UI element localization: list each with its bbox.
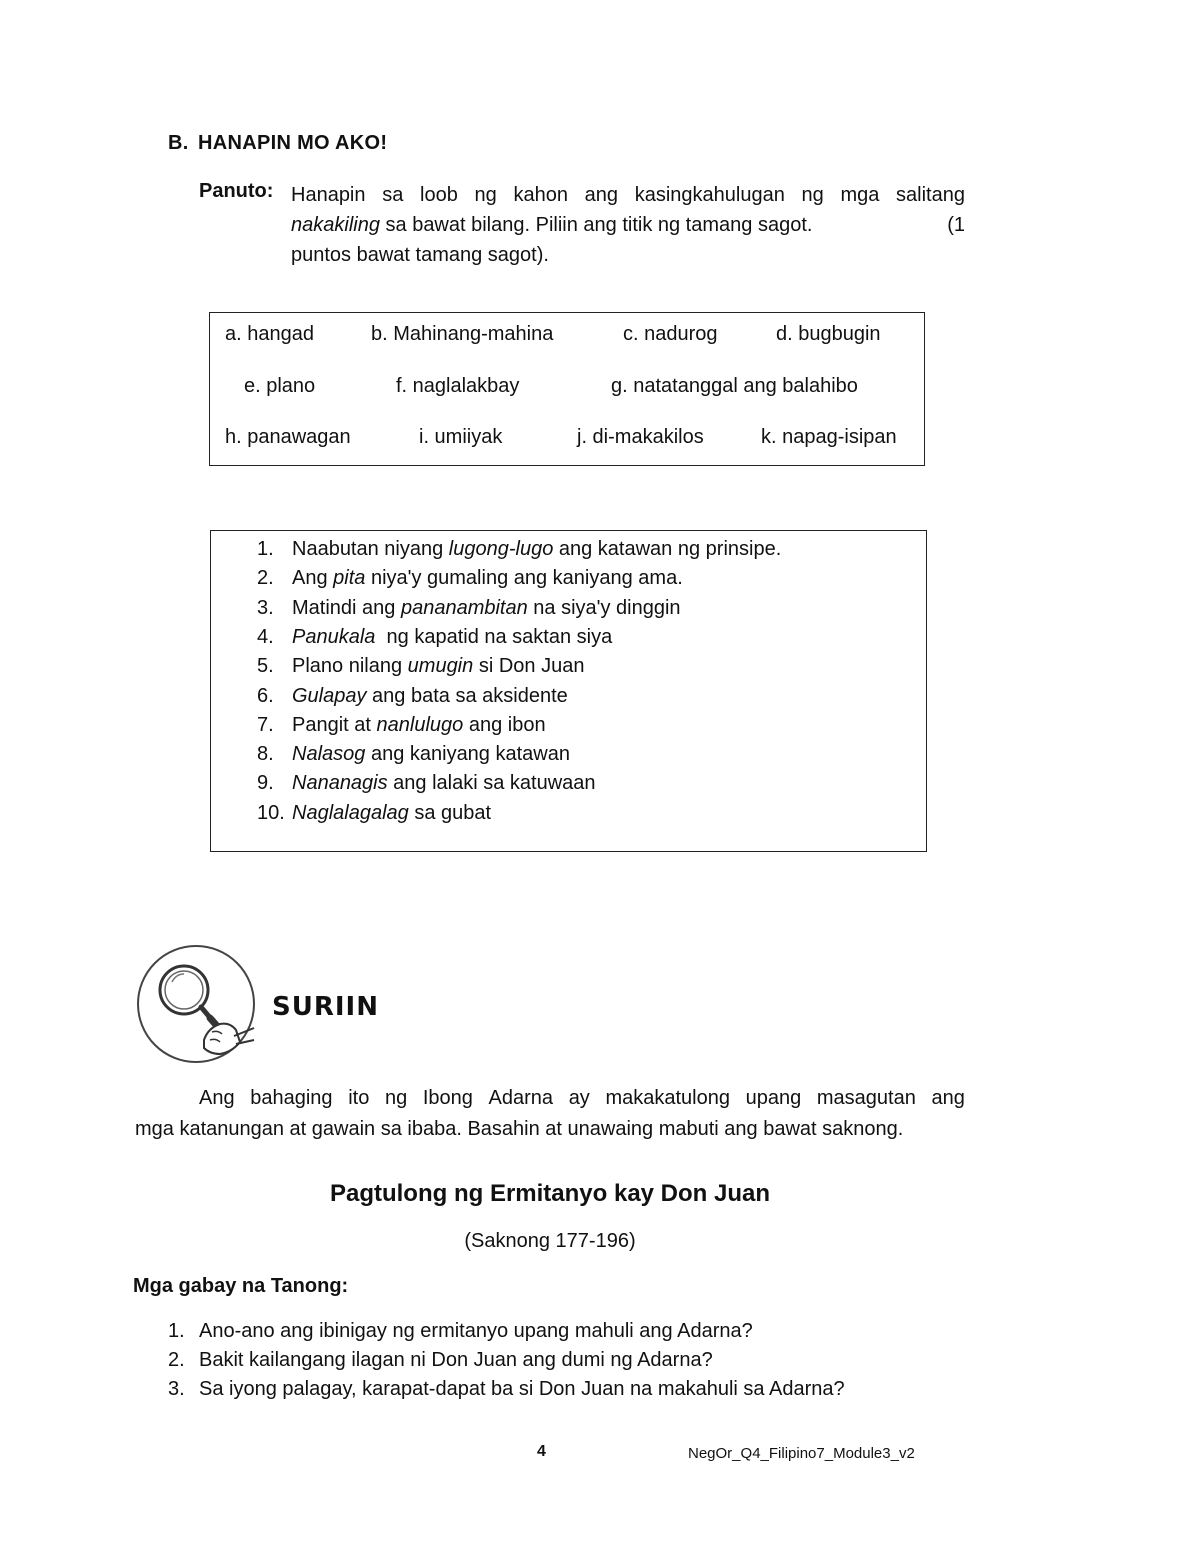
question-text: Bakit kailangang ilagan ni Don Juan ang dumi ng Adarna? [199,1349,713,1371]
page-number: 4 [537,1443,546,1460]
paragraph-word: ng [384,1087,408,1109]
choice-h: h. panawagan [225,426,351,448]
section-heading [168,132,387,155]
list-item [257,623,612,652]
item-italic-word: Gulapay [292,684,367,707]
panuto-line-1-word: salitang [896,184,965,206]
question-number: 2. [168,1349,185,1371]
item-text-after: ang katawan ng prinsipe. [553,538,782,560]
item-number: 1. [257,538,274,560]
item-text-before: Plano nilang [292,655,408,678]
items-box [210,530,927,852]
panuto-label: Panuto: [199,180,274,202]
panuto-line-2 [291,210,965,240]
item-italic-word: nanlulugo [376,713,464,736]
paragraph-word: Adarna [488,1087,554,1109]
choices-box [209,312,925,466]
item-number: 3. [257,596,274,619]
guide-question [168,1320,753,1343]
panuto-instructions [291,180,965,270]
panuto-line-3: puntos bawat tamang sagot). [291,244,549,266]
panuto-line-2-end: (1 [947,214,965,236]
intro-paragraph-line-1 [135,1083,965,1114]
paragraph-word: ay [568,1087,590,1109]
panuto-line-2-text: sa bawat bilang. Piliin ang titik ng tamang sagot. [379,214,813,236]
paragraph-word: Ibong [422,1087,473,1109]
item-italic-word: lugong-lugo [448,538,554,560]
list-item [257,799,491,828]
item-number: 9. [257,772,274,795]
list-item [257,594,681,623]
choice-e: e. plano [244,375,316,397]
item-number: 2. [257,567,274,590]
panuto-line-1-word: loob [420,184,458,206]
choice-f: f. naglalakbay [396,375,520,397]
item-text-after: niya'y gumaling ang kaniyang ama. [365,567,683,590]
item-number: 6. [257,684,274,707]
panuto-line-1-word: ang [584,184,619,206]
suriin-title: SURIIN [272,992,379,1022]
panuto-line-1-word: kahon [513,184,568,206]
list-item [257,535,781,564]
item-italic-word: pananambitan [400,596,528,619]
choice-k: k. napag-isipan [761,426,897,448]
guide-questions-label: Mga gabay na Tanong: [133,1275,349,1297]
magnifying-glass-icon [128,944,260,1064]
choice-i: i. umiiyak [419,426,503,448]
item-italic-word: Nalasog [292,743,366,766]
item-number: 8. [257,743,274,766]
item-text-after: na siya'y dinggin [527,596,681,619]
choice-g: g. natatanggal ang balahibo [611,375,858,397]
list-item [257,652,584,681]
section-title: HANAPIN MO AKO! [198,132,388,154]
paragraph-word: masagutan [816,1087,916,1109]
item-text-before: Matindi ang [292,596,401,619]
item-text-before: Pangit at [292,713,377,736]
item-text-before: Naabutan niyang [292,538,449,560]
paragraph-word: makakatulong [605,1087,730,1109]
panuto-italic-word: nakakiling [291,214,380,236]
item-italic-word: Naglalagalag [292,801,409,824]
guide-question [168,1349,713,1372]
item-text-before: Ang [292,567,334,590]
paragraph-word: ito [348,1087,370,1109]
panuto-line-1-word: ng [474,184,497,206]
list-item [257,711,546,740]
item-number: 5. [257,655,274,678]
paragraph-word: ang [931,1087,965,1109]
intro-paragraph-line-2: mga katanungan at gawain sa ibaba. Basahin at unawaing mabuti ang bawat saknong. [135,1118,904,1140]
list-item [257,564,683,593]
panuto-line-1-word: Hanapin [291,184,366,206]
question-number: 3. [168,1378,185,1400]
choice-b: b. Mahinang-mahina [371,323,554,345]
paragraph-word: Ang [199,1087,235,1109]
panuto-line-1-word: sa [382,184,404,206]
item-number: 10. [257,801,285,824]
item-italic-word: Nananagis [292,772,388,795]
question-text: Ano-ano ang ibinigay ng ermitanyo upang mahuli ang Adarna? [199,1320,753,1342]
item-text-after: ang ibon [463,713,546,736]
guide-question [168,1378,845,1401]
item-text-after: ang lalaki sa katuwaan [387,772,596,795]
intro-paragraph [135,1083,965,1145]
saknong-range: (Saknong 177-196) [464,1230,636,1252]
item-text-after: sa gubat [408,801,492,824]
panuto-line-1-word: kasingkahulugan [634,184,785,206]
panuto-line-1 [291,180,965,210]
item-text-after: ang bata sa aksidente [366,684,568,707]
panuto-line-1-word: mga [840,184,880,206]
item-number: 7. [257,713,274,736]
item-italic-word: Panukala [292,625,376,648]
choice-j: j. di-makakilos [577,426,704,448]
story-title: Pagtulong ng Ermitanyo kay Don Juan [329,1180,771,1207]
question-text: Sa iyong palagay, karapat-dapat ba si Don Juan na makahuli sa Adarna? [199,1378,845,1400]
choice-d: d. bugbugin [776,323,881,345]
paragraph-word: upang [745,1087,802,1109]
item-number: 4. [257,625,274,648]
item-italic-word: umugin [407,655,474,678]
module-code: NegOr_Q4_Filipino7_Module3_v2 [688,1445,915,1462]
choice-c: c. nadurog [623,323,718,345]
list-item [257,682,568,711]
list-item [257,769,596,798]
item-italic-word: pita [333,567,366,590]
item-text-after: si Don Juan [473,655,585,678]
paragraph-word: bahaging [250,1087,333,1109]
item-text-after: ang kaniyang katawan [365,743,570,766]
panuto-line-1-word: ng [801,184,824,206]
choice-a: a. hangad [225,323,314,345]
item-text-after: ng kapatid na saktan siya [375,625,613,648]
list-item [257,740,570,769]
question-number: 1. [168,1320,185,1342]
section-letter: B. [168,132,189,154]
